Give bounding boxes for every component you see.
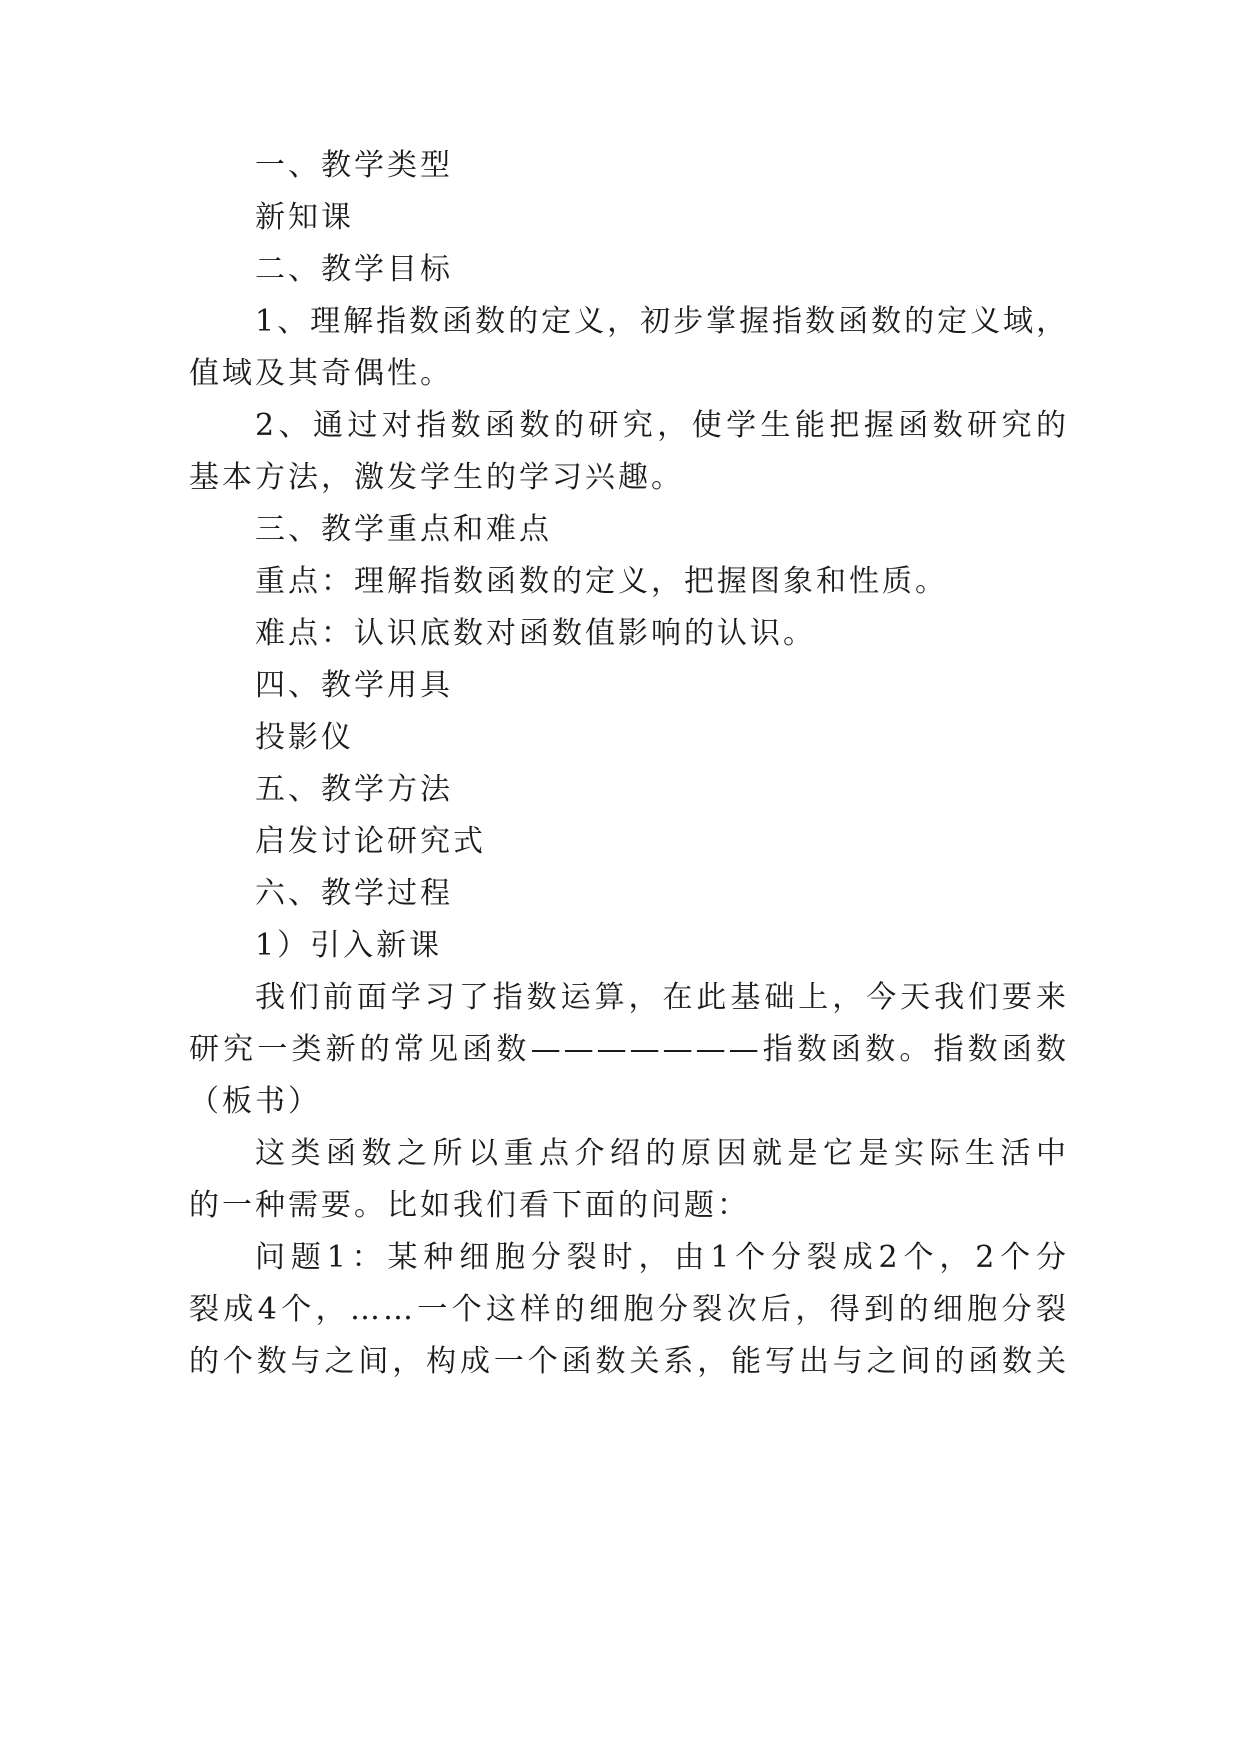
paragraph-line: 问题1：某种细胞分裂时，由1个分裂成2个，2个分 — [255, 1240, 1069, 1275]
paragraph-line: 的个数与之间，构成一个函数关系，能写出与之间的函数关 — [189, 1344, 1069, 1379]
section-heading-teaching-objectives: 二、教学目标 — [255, 252, 453, 287]
section-heading-teaching-type: 一、教学类型 — [255, 148, 453, 183]
section-heading-key-and-difficult-points: 三、教学重点和难点 — [255, 512, 552, 547]
paragraph-line: 我们前面学习了指数运算，在此基础上，今天我们要来 — [255, 980, 1069, 1015]
paragraph-line: 研究一类新的常见函数———————指数函数。指数函数 — [189, 1032, 1069, 1067]
subsection-heading: 1）引入新课 — [255, 928, 443, 963]
paragraph-line: 的一种需要。比如我们看下面的问题： — [189, 1188, 750, 1223]
paragraph-line: 重点：理解指数函数的定义，把握图象和性质。 — [255, 564, 948, 599]
section-heading-teaching-process: 六、教学过程 — [255, 876, 453, 911]
paragraph-line: 难点：认识底数对函数值影响的认识。 — [255, 616, 816, 651]
paragraph-line: 裂成4个，……一个这样的细胞分裂次后，得到的细胞分裂 — [189, 1292, 1069, 1327]
paragraph-line: 1、理解指数函数的定义，初步掌握指数函数的定义域， — [255, 304, 1069, 339]
paragraph-line: 值域及其奇偶性。 — [189, 356, 453, 391]
paragraph-line: 新知课 — [255, 200, 354, 235]
paragraph-line: 投影仪 — [255, 720, 354, 755]
paragraph-line: 基本方法，激发学生的学习兴趣。 — [189, 460, 684, 495]
paragraph-line: 启发讨论研究式 — [255, 824, 486, 859]
paragraph-line: （板书） — [189, 1084, 321, 1119]
paragraph-line: 这类函数之所以重点介绍的原因就是它是实际生活中 — [255, 1136, 1069, 1171]
section-heading-teaching-tools: 四、教学用具 — [255, 668, 453, 703]
section-heading-teaching-methods: 五、教学方法 — [255, 772, 453, 807]
paragraph-line: 2、通过对指数函数的研究，使学生能把握函数研究的 — [255, 408, 1069, 443]
